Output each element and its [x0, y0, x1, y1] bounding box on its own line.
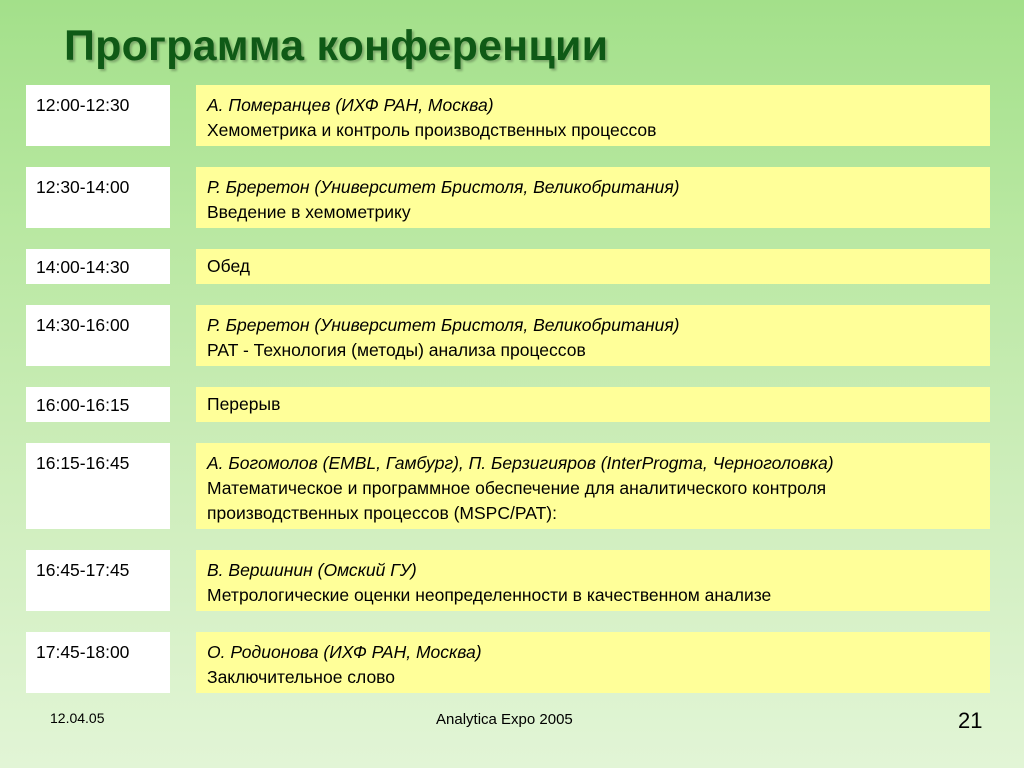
- speaker: Р. Бреретон (Университет Бристоля, Великобритания): [207, 315, 680, 335]
- schedule-row: [0, 85, 1024, 146]
- time-slot: 17:45-18:00: [26, 632, 170, 693]
- page-title: Программа конференции: [64, 22, 609, 70]
- topic: Заключительное слово: [207, 667, 396, 687]
- schedule-row: [0, 632, 1024, 693]
- topic: Обед: [207, 256, 250, 276]
- schedule-row: [0, 550, 1024, 611]
- session-description: [196, 305, 990, 366]
- schedule-row: [0, 167, 1024, 228]
- schedule-row: [0, 443, 1024, 529]
- session-description: [196, 167, 990, 228]
- topic: PAT - Технология (методы) анализа процессов: [207, 340, 586, 360]
- topic: Перерыв: [207, 394, 281, 414]
- topic: Математическое и программное обеспечение для аналитического контроля производственных процессов (MSPC/PAT):: [207, 478, 827, 523]
- time-slot: 12:30-14:00: [26, 167, 170, 228]
- session-description: [196, 443, 990, 529]
- footer-event: Analytica Expo 2005: [436, 711, 573, 728]
- schedule-row: [0, 305, 1024, 366]
- topic: Хемометрика и контроль производственных процессов: [207, 120, 657, 140]
- speaker: А. Померанцев (ИХФ РАН, Москва): [207, 95, 494, 115]
- topic: Введение в хемометрику: [207, 202, 411, 222]
- speaker: А. Богомолов (EMBL, Гамбург), П. Берзигияров (InterProgma, Черноголовка): [207, 453, 834, 473]
- session-description: [196, 632, 990, 693]
- topic: Метрологические оценки неопределенности в качественном анализе: [207, 585, 772, 605]
- session-description: [196, 85, 990, 146]
- session-description: [196, 387, 990, 422]
- time-slot: 14:00-14:30: [26, 249, 170, 284]
- schedule-row: [0, 249, 1024, 284]
- schedule-row: [0, 387, 1024, 422]
- page-number: 21: [958, 708, 983, 733]
- time-slot: 12:00-12:30: [26, 85, 170, 146]
- time-slot: 14:30-16:00: [26, 305, 170, 366]
- time-slot: 16:00-16:15: [26, 387, 170, 422]
- session-description: [196, 249, 990, 284]
- session-description: [196, 550, 990, 611]
- time-slot: 16:45-17:45: [26, 550, 170, 611]
- speaker: В. Вершинин (Омский ГУ): [207, 560, 417, 580]
- speaker: Р. Бреретон (Университет Бристоля, Великобритания): [207, 177, 680, 197]
- time-slot: 16:15-16:45: [26, 443, 170, 529]
- speaker: О. Родионова (ИХФ РАН, Москва): [207, 642, 482, 662]
- footer-date: 12.04.05: [50, 710, 105, 726]
